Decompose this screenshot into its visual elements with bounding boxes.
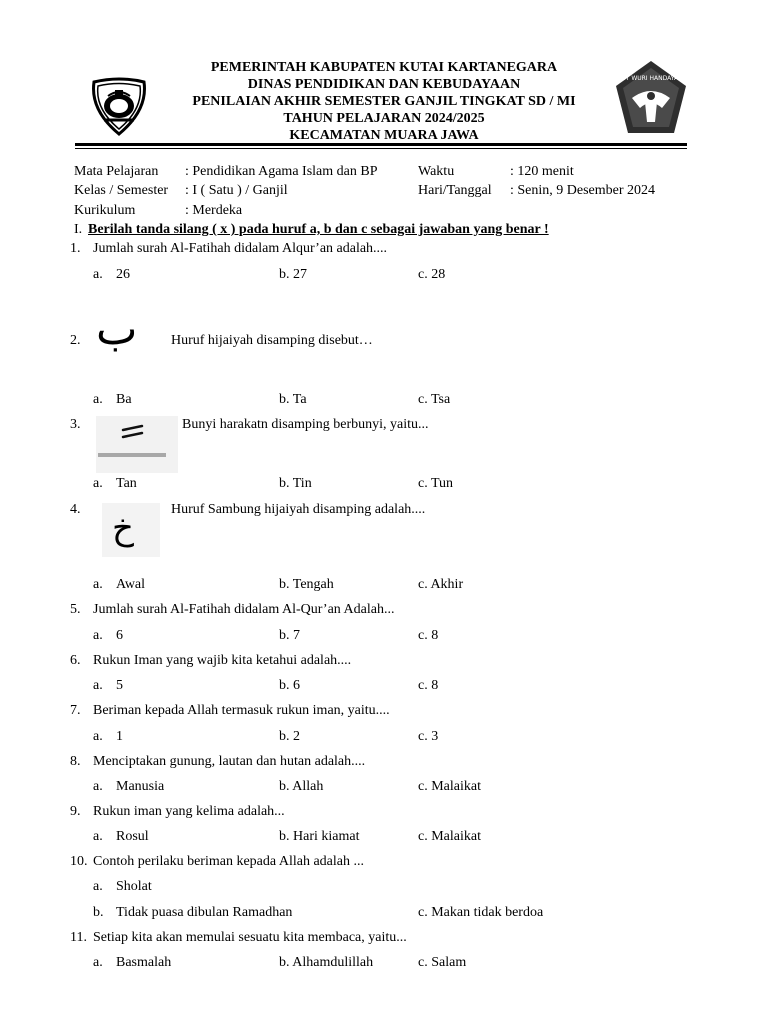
option-a-label: a. [93, 476, 103, 491]
option-b: Tidak puasa dibulan Ramadhan [116, 905, 293, 920]
option-b: b. 6 [279, 678, 300, 693]
header-rule-thick [75, 143, 687, 146]
question-text: Huruf hijaiyah disamping disebut… [171, 333, 373, 348]
option-b: b. Hari kiamat [279, 829, 360, 844]
option-c: c. Salam [418, 955, 467, 970]
date-label: Hari/Tanggal [418, 183, 492, 198]
harakat-image [96, 416, 178, 473]
option-a: 6 [116, 628, 123, 643]
subject-label: Mata Pelajaran [74, 164, 159, 179]
question-number: 3. [70, 417, 81, 432]
option-c: c. Malaikat [418, 829, 481, 844]
question-text: Rukun iman yang kelima adalah... [93, 804, 285, 819]
question-number: 4. [70, 502, 81, 517]
option-c: c. Makan tidak berdoa [418, 905, 544, 920]
question-text: Jumlah surah Al-Fatihah didalam Alqur’an adalah.... [93, 241, 388, 256]
header-department: DINAS PENDIDIKAN DAN KEBUDAYAAN [247, 77, 521, 92]
option-a: Awal [116, 577, 146, 592]
option-b: b. 27 [279, 267, 307, 282]
question-number: 1. [70, 241, 81, 256]
header-rule-thin [75, 148, 687, 149]
option-a: Manusia [116, 779, 165, 794]
option-c: c. 8 [418, 678, 439, 693]
date-value: : Senin, 9 Desember 2024 [510, 183, 656, 198]
kha-glyph: خ [112, 508, 134, 548]
option-a: Sholat [116, 879, 152, 894]
option-c: c. 28 [418, 267, 446, 282]
question-text: Beriman kepada Allah termasuk rukun iman, yaitu.... [93, 703, 390, 718]
hijaiyah-glyph: ب [96, 304, 138, 355]
option-a: Rosul [116, 829, 149, 844]
option-b: b. Allah [279, 779, 324, 794]
question-number: 11. [70, 930, 87, 945]
option-b: b. Tin [279, 476, 312, 491]
option-b-label: b. [93, 905, 104, 920]
tanwin-fathah-icon [96, 416, 178, 473]
class-value: : I ( Satu ) / Ganjil [185, 183, 288, 198]
section-number: I. [74, 222, 83, 237]
question-text: Setiap kita akan memulai sesuatu kita membaca, yaitu... [93, 930, 407, 945]
tut-wuri-handayani-logo [612, 58, 690, 138]
option-a: Ba [116, 392, 132, 407]
option-c: c. 8 [418, 628, 439, 643]
question-text: Jumlah surah Al-Fatihah didalam Al-Qur’an Adalah... [93, 602, 395, 617]
time-label: Waktu [418, 164, 455, 179]
option-c: c. Akhir [418, 577, 464, 592]
question-text: Bunyi harakatn disamping berbunyi, yaitu... [182, 417, 429, 432]
option-a: 5 [116, 678, 123, 693]
option-a: 26 [116, 267, 130, 282]
option-a-label: a. [93, 267, 103, 282]
question-number: 6. [70, 653, 81, 668]
option-a: Tan [116, 476, 137, 491]
option-a-label: a. [93, 577, 103, 592]
option-b: b. 7 [279, 628, 300, 643]
option-c: c. Tsa [418, 392, 451, 407]
header-exam-title: PENILAIAN AKHIR SEMESTER GANJIL TINGKAT SD / MI [192, 94, 576, 109]
header-school-year: TAHUN PELAJARAN 2024/2025 [283, 111, 485, 126]
logo-text: TUT WURI HANDAYANI [617, 75, 685, 82]
option-b: b. Ta [279, 392, 307, 407]
question-text: Huruf Sambung hijaiyah disamping adalah.... [171, 502, 426, 517]
kutai-kartanegara-logo [86, 76, 152, 136]
emblem-icon [86, 76, 152, 136]
curriculum-value: : Merdeka [185, 203, 243, 218]
question-text: Menciptakan gunung, lautan dan hutan adalah.... [93, 754, 366, 769]
option-c: c. Tun [418, 476, 454, 491]
option-a-label: a. [93, 829, 103, 844]
option-a-label: a. [93, 678, 103, 693]
question-number: 10. [70, 854, 88, 869]
time-value: : 120 menit [510, 164, 574, 179]
option-a-label: a. [93, 628, 103, 643]
header-government: PEMERINTAH KABUPATEN KUTAI KARTANEGARA [210, 60, 558, 75]
option-a-label: a. [93, 779, 103, 794]
curriculum-label: Kurikulum [74, 203, 136, 218]
pentagon-logo-icon [612, 58, 690, 138]
option-b: b. 2 [279, 729, 300, 744]
question-number: 2. [70, 333, 81, 348]
option-a: Basmalah [116, 955, 172, 970]
option-c: c. Malaikat [418, 779, 481, 794]
option-a-label: a. [93, 879, 103, 894]
question-text: Contoh perilaku beriman kepada Allah adalah ... [93, 854, 364, 869]
option-a-label: a. [93, 729, 103, 744]
option-b: b. Tengah [279, 577, 334, 592]
section-instruction: Berilah tanda silang ( x ) pada huruf a, b dan c sebagai jawaban yang benar ! [88, 222, 549, 237]
option-c: c. 3 [418, 729, 439, 744]
question-text: Rukun Iman yang wajib kita ketahui adalah.... [93, 653, 352, 668]
header-district: KECAMATAN MUARA JAWA [289, 128, 479, 143]
option-a-label: a. [93, 955, 103, 970]
subject-value: : Pendidikan Agama Islam dan BP [185, 164, 378, 179]
question-number: 5. [70, 602, 81, 617]
question-number: 9. [70, 804, 81, 819]
option-a-label: a. [93, 392, 103, 407]
question-number: 7. [70, 703, 81, 718]
hijaiyah-image [102, 503, 160, 557]
option-b: b. Alhamdulillah [279, 955, 374, 970]
question-number: 8. [70, 754, 81, 769]
class-label: Kelas / Semester [74, 183, 169, 198]
option-a: 1 [116, 729, 123, 744]
